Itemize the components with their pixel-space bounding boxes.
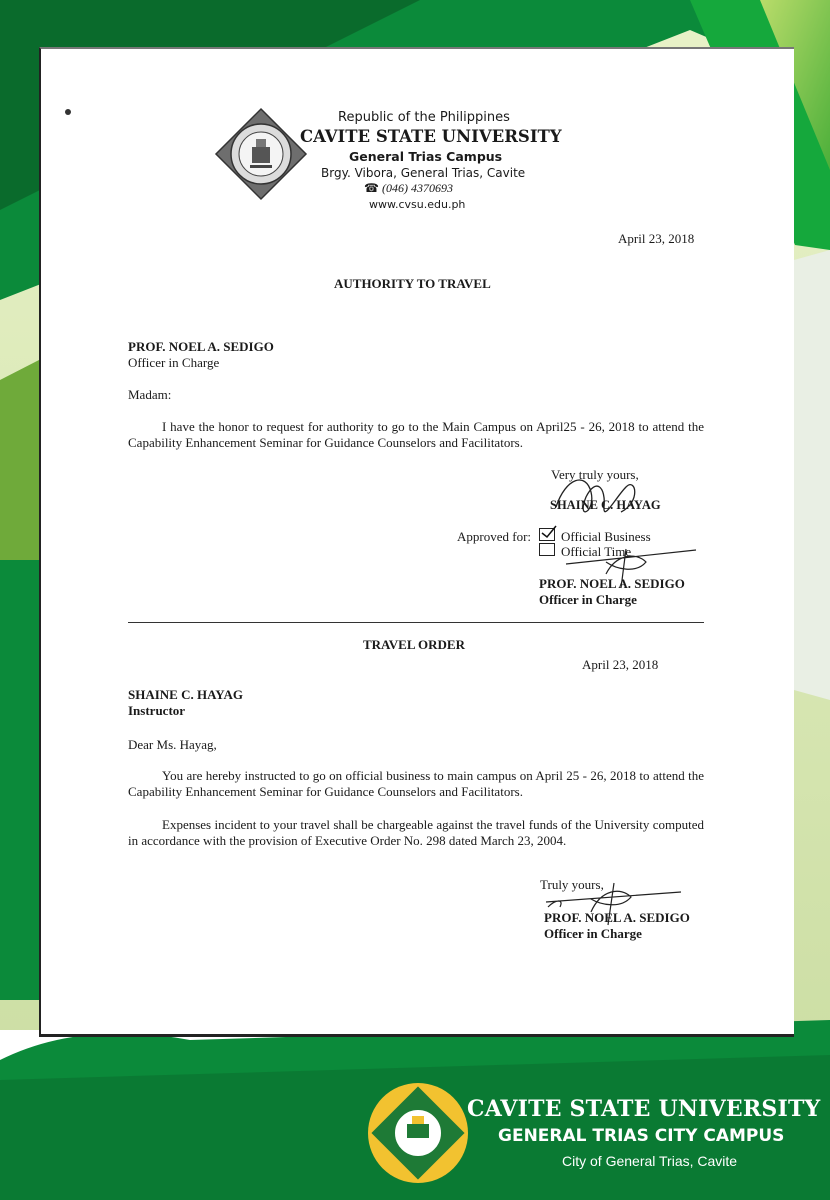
option-official-business: Official Business (561, 529, 651, 544)
travel-order-paragraph-1: You are hereby instructed to go on official business to main campus on April 25 - 26, 2018 to attend the Capability Enhancement Seminar for Guidance Counselors and Facilitators. (128, 768, 704, 799)
authority-addressee-name: PROF. NOEL A. SEDIGO (128, 339, 274, 354)
section-divider (128, 622, 704, 623)
letterhead-website: www.cvsu.edu.ph (369, 198, 466, 211)
option-official-time: Official Time (561, 544, 632, 559)
travel-order-date: April 23, 2018 (582, 657, 659, 672)
travel-order-addressee-name: SHAINE C. HAYAG (128, 687, 243, 702)
authority-addressee-position: Officer in Charge (128, 355, 220, 370)
travel-order-addressee-position: Instructor (128, 703, 186, 718)
letterhead-campus: General Trias Campus (349, 149, 503, 164)
checkmark-icon (540, 525, 558, 539)
travel-order-signatory-name: PROF. NOEL A. SEDIGO (544, 910, 690, 925)
authority-approver-position: Officer in Charge (539, 592, 637, 607)
letterhead-address: Brgy. Vibora, General Trias, Cavite (321, 166, 526, 180)
letterhead-phone-line (364, 181, 453, 196)
travel-order-paragraph-2: Expenses incident to your travel shall be chargeable against the travel funds of the University computed in accordance with the provision of Executive Order No. 298 dated March 23, 2004. (128, 817, 704, 848)
scan-mark (65, 109, 71, 115)
travel-order-salutation: Dear Ms. Hayag, (128, 737, 217, 752)
footer-seal-icon (368, 1083, 468, 1183)
authority-approver-name: PROF. NOEL A. SEDIGO (539, 576, 685, 591)
travel-order-signatory-position: Officer in Charge (544, 926, 642, 941)
letterhead-phone: (046) 4370693 (381, 181, 453, 195)
authority-body: I have the honor to request for authority to go to the Main Campus on April25 - 26, 2018 to attend the Capability Enhancement Seminar for Guidance Counselors and Facilitators. (128, 419, 704, 450)
letterhead-republic: Republic of the Philippines (338, 110, 510, 125)
footer-university: CAVITE STATE UNIVERSITY (467, 1096, 821, 1122)
travel-order-closing: Truly yours, (540, 877, 604, 892)
authority-closing: Very truly yours, (551, 467, 639, 482)
letterhead-university: CAVITE STATE UNIVERSITY (300, 127, 562, 146)
approved-label: Approved for: (457, 529, 532, 544)
phone-icon: ☎ (364, 181, 382, 195)
university-seal-icon (214, 107, 308, 201)
authority-title: AUTHORITY TO TRAVEL (334, 276, 491, 291)
authority-salutation: Madam: (128, 387, 172, 402)
travel-order-title: TRAVEL ORDER (363, 637, 465, 652)
footer-location: City of General Trias, Cavite (562, 1153, 738, 1169)
authority-signatory-name: SHAINE C. HAYAG (550, 498, 661, 512)
authority-date: April 23, 2018 (618, 231, 695, 246)
document-paper (39, 47, 794, 1037)
footer-campus: GENERAL TRIAS CITY CAMPUS (498, 1126, 785, 1146)
